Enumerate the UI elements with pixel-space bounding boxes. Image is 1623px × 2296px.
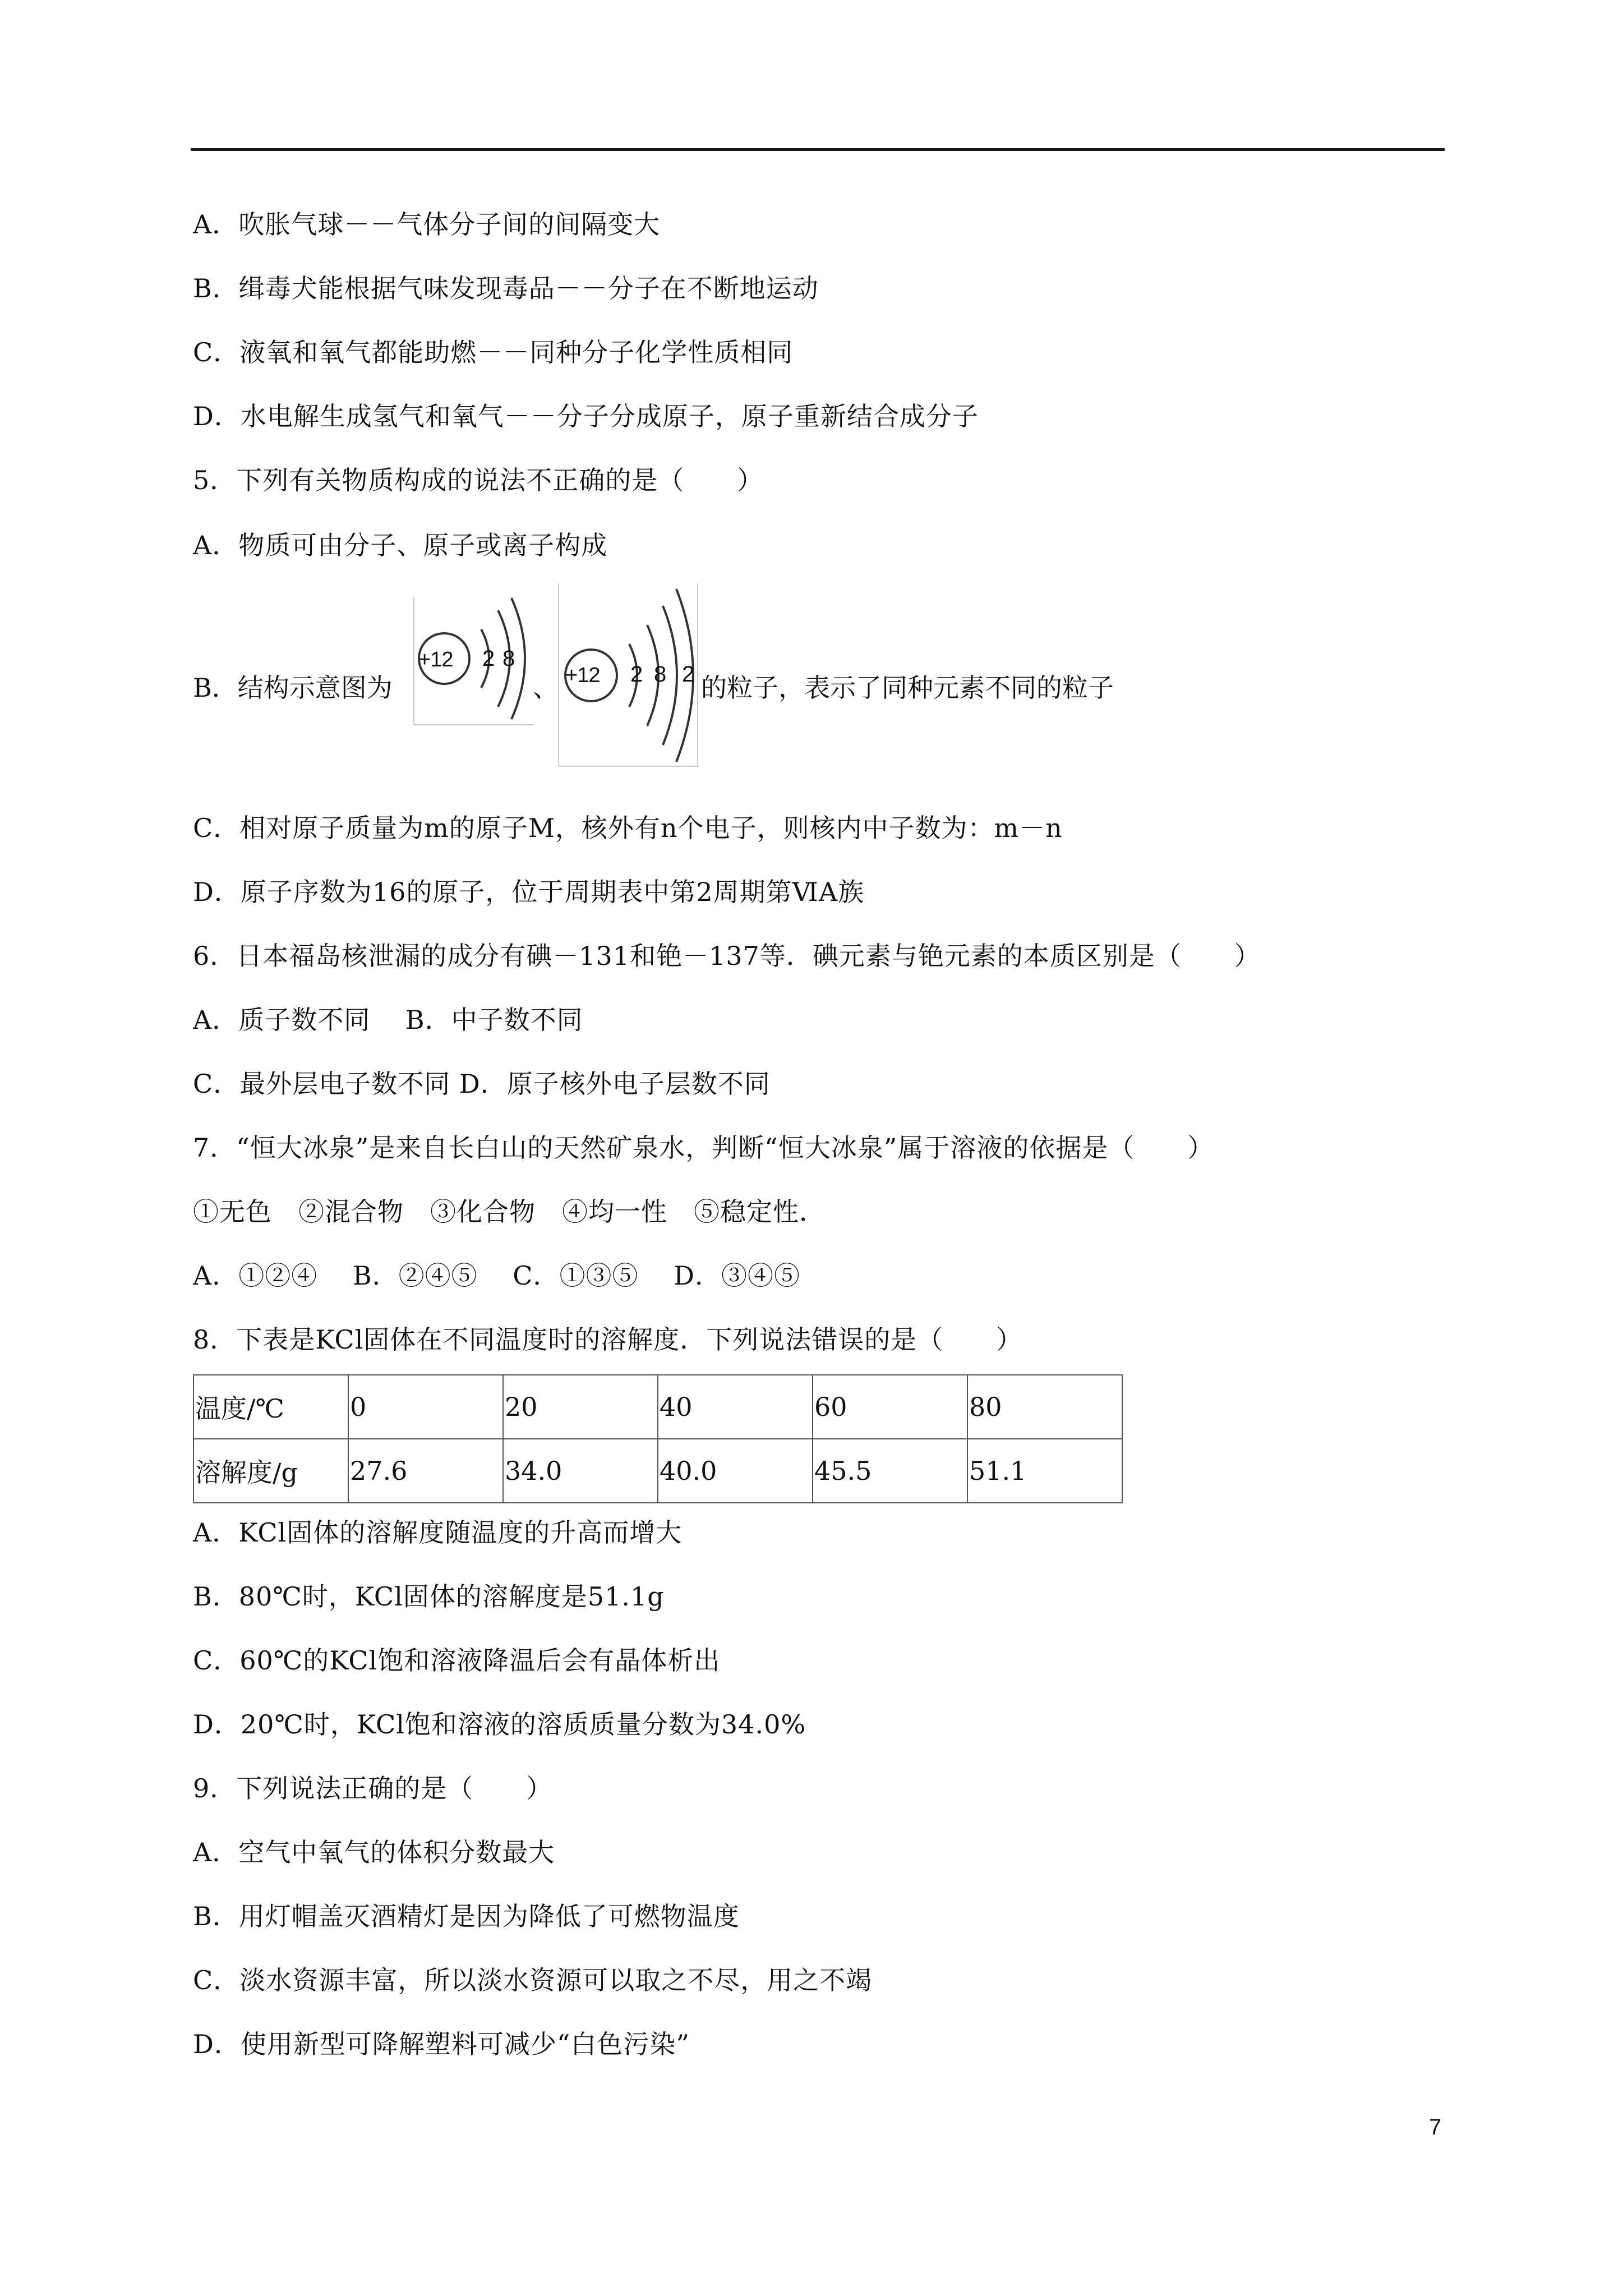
table-cell: 27.6 — [348, 1439, 503, 1503]
q5-option-b-separator: 、 — [533, 673, 559, 703]
atom1-nucleus-label: +12 — [418, 648, 453, 671]
header-rule — [191, 148, 1445, 151]
q8-option-c: C．60℃的KCl饱和溶液降温后会有晶体析出 — [193, 1645, 721, 1676]
q6-stem: 6．日本福岛核泄漏的成分有碘－131和铯－137等．碘元素与铯元素的本质区别是（ ） — [193, 941, 1261, 971]
q6-options-ab: A．质子数不同 B．中子数不同 — [193, 1005, 583, 1035]
q5-option-a: A．物质可由分子、原子或离子构成 — [193, 530, 608, 560]
q8-option-a: A．KCl固体的溶解度随温度的升高而增大 — [193, 1517, 683, 1548]
q9-stem: 9．下列说法正确的是（ ） — [193, 1773, 553, 1803]
table-cell: 40.0 — [658, 1439, 813, 1503]
table-cell: 0 — [348, 1375, 503, 1439]
solubility-table — [193, 1374, 1123, 1503]
q5-option-b-suffix: 的粒子，表示了同种元素不同的粒子 — [701, 673, 1114, 703]
table-cell: 80 — [967, 1375, 1122, 1439]
table-cell: 45.5 — [813, 1439, 967, 1503]
q8-option-b: B．80℃时，KCl固体的溶解度是51.1g — [193, 1581, 665, 1612]
table-cell: 51.1 — [967, 1439, 1122, 1503]
table-row — [193, 1439, 1122, 1503]
atom-diagram-mg — [413, 595, 535, 726]
atom2-shell-3: 2 — [682, 662, 695, 687]
q5-option-d: D．原子序数为16的原子，位于周期表中第2周期第ⅥA族 — [193, 877, 865, 907]
atom2-shell-2: 8 — [654, 662, 667, 687]
table-cell: 34.0 — [503, 1439, 658, 1503]
q9-option-d: D．使用新型可降解塑料可减少“白色污染” — [193, 2029, 690, 2059]
atom2-shell-1: 2 — [630, 662, 643, 687]
atom1-shell-2: 8 — [502, 646, 515, 671]
q4-option-c: C．液氧和氧气都能助燃－－同种分子化学性质相同 — [193, 337, 794, 367]
q4-option-d: D．水电解生成氢气和氧气－－分子分成原子，原子重新结合成分子 — [193, 401, 979, 431]
q4-option-b: B．缉毒犬能根据气味发现毒品－－分子在不断地运动 — [193, 273, 819, 303]
table-cell: 40 — [658, 1375, 813, 1439]
table-cell: 20 — [503, 1375, 658, 1439]
q9-option-b: B．用灯帽盖灭酒精灯是因为降低了可燃物温度 — [193, 1901, 740, 1931]
table-cell: 60 — [813, 1375, 967, 1439]
q5-option-b-prefix: B．结构示意图为 — [193, 673, 393, 703]
page-number: 7 — [1429, 2115, 1442, 2139]
q6-options-cd: C．最外层电子数不同 D．原子核外电子层数不同 — [193, 1069, 771, 1099]
q8-option-d: D．20℃时，KCl饱和溶液的溶质质量分数为34.0% — [193, 1709, 806, 1740]
atom1-shell-1: 2 — [482, 646, 495, 671]
q7-stem: 7．“恒大冰泉”是来自长白山的天然矿泉水，判断“恒大冰泉”属于溶液的依据是（ ） — [193, 1133, 1214, 1163]
q5-option-c: C．相对原子质量为m的原子M，核外有n个电子，则核内中子数为：m－n — [193, 813, 1063, 843]
q8-stem: 8．下表是KCl固体在不同温度时的溶解度．下列说法错误的是（ ） — [193, 1324, 1023, 1355]
q5-stem: 5．下列有关物质构成的说法不正确的是（ ） — [193, 465, 764, 495]
q4-option-a: A．吹胀气球－－气体分子间的间隔变大 — [193, 209, 661, 240]
q7-options: A．①②④ B．②④⑤ C．①③⑤ D．③④⑤ — [193, 1260, 800, 1291]
atom2-nucleus-label: +12 — [565, 664, 600, 687]
q9-option-a: A．空气中氧气的体积分数最大 — [193, 1837, 555, 1867]
q7-items: ①无色 ②混合物 ③化合物 ④均一性 ⑤稳定性． — [193, 1197, 826, 1227]
table-row — [193, 1375, 1122, 1439]
atom-diagram-mg-2 — [557, 581, 700, 767]
q9-option-c: C．淡水资源丰富，所以淡水资源可以取之不尽，用之不竭 — [193, 1965, 873, 1995]
table-cell: 溶解度/g — [193, 1439, 348, 1503]
table-cell: 温度/℃ — [193, 1375, 348, 1439]
